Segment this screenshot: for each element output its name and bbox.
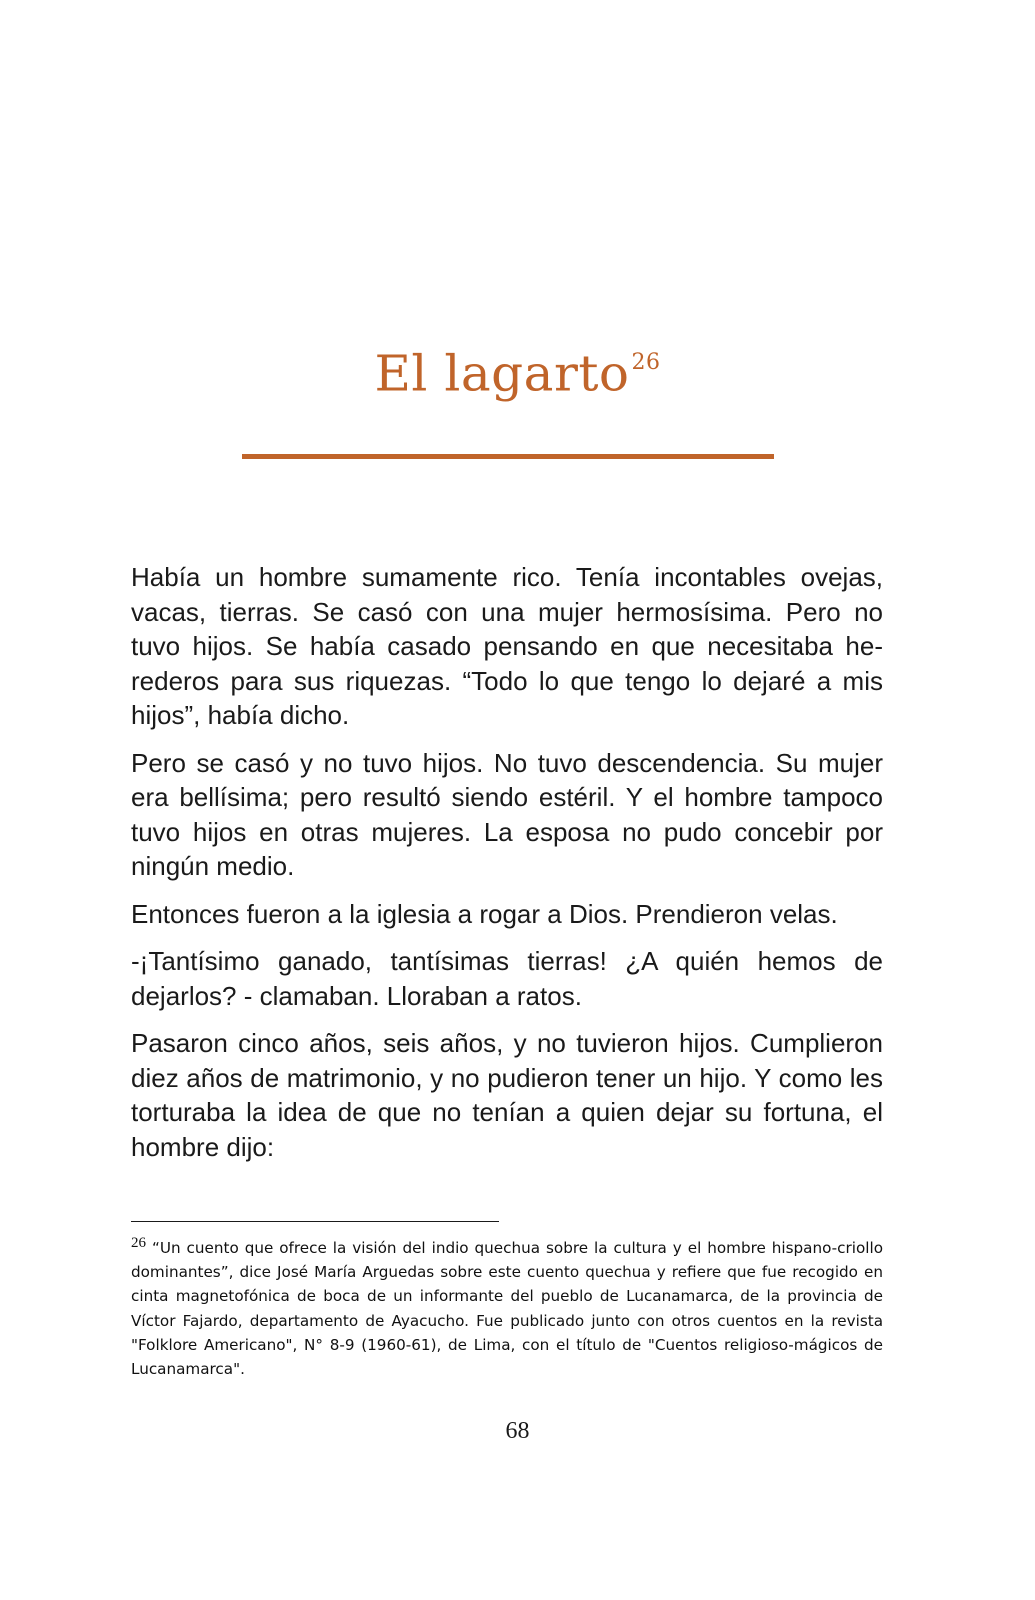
page-number: 68 xyxy=(505,1418,530,1444)
footnote-reference[interactable]: 26 xyxy=(631,350,661,375)
paragraph: Pero se casó y no tuvo hijos. No tuvo descendencia. Su mujer era bellísima; pero resultó siendo estéril. Y el hombre tampoco tuvo hijos en otras mujeres. La esposa no pudo concebir por ningún medio. xyxy=(131,747,883,881)
title-underline xyxy=(242,454,774,459)
paragraph: Había un hombre sumamente rico. Tenía incontables ovejas, vacas, tierras. Se casó con una mujer hermosísima. Pero no tuvo hijos. Se había casado pensando en que necesitaba herederos para sus riquezas. “Todo lo que tengo lo dejaré a mis hijos”, había dicho. xyxy=(131,562,883,730)
footnote-text: “Un cuento que ofrece la visión del indio quechua sobre la cultura y el hombre hispano-criollo dominantes”, dice José María Arguedas sobre este cuento quechua y refiere que fue recogido en cinta magnetofónica de boca de un informante del pueblo de Lucanamarca, de la provincia de Víctor Fajardo, departamento de Ayacucho. Fue publicado junto con otros cuentos en la revista "Folklore Americano", N° 8-9 (1960-61), de Lima, con el título de "Cuentos religioso-mágicos de Lucanamarca". xyxy=(131,1239,883,1379)
chapter-title-text: El lagarto xyxy=(374,344,630,403)
footnote-separator xyxy=(131,1221,499,1222)
footnote xyxy=(131,1236,883,1381)
footnote-number: 26 xyxy=(131,1234,146,1251)
paragraph: Entonces fueron a la iglesia a rogar a Dios. Prendieron velas. xyxy=(131,898,838,929)
paragraph: -¡Tantísimo ganado, tantísimas tierras! ¿A quién hemos de dejarlos? - clamaban. Lloraban a ratos. xyxy=(131,946,883,1011)
story-body xyxy=(131,560,883,1177)
paragraph: Pasaron cinco años, seis años, y no tuvieron hijos. Cumplieron diez años de matrimonio, y no pudieron tener un hijo. Y como les torturaba la idea de que no tenían a quien dejar su fortuna, el hombre dijo: xyxy=(131,1028,883,1162)
chapter-title xyxy=(0,332,1035,409)
